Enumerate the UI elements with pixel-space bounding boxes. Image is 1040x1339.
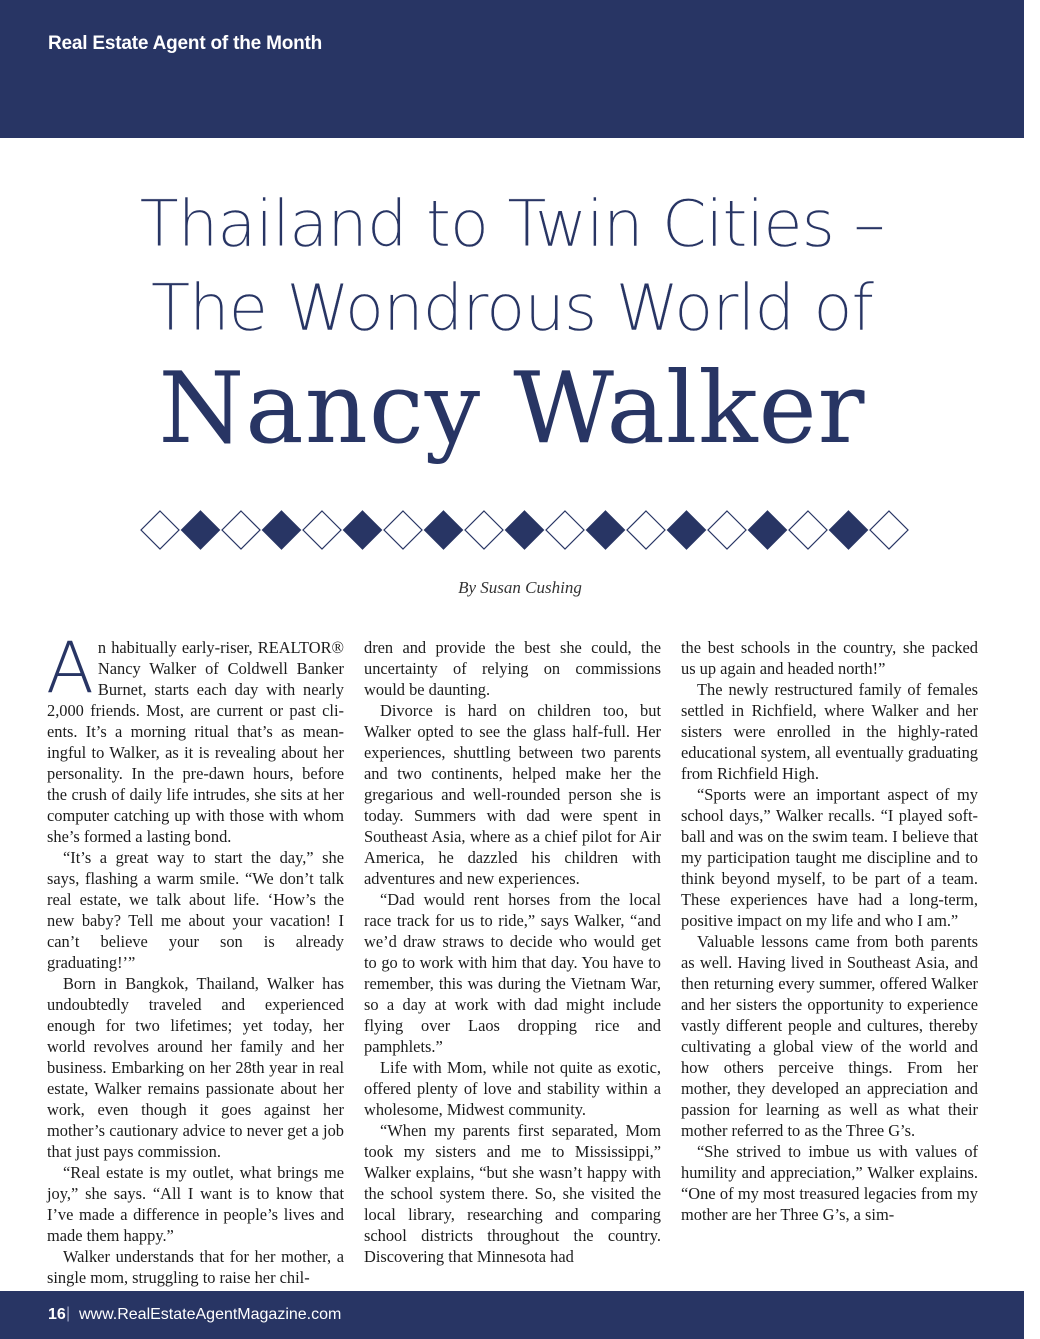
diamond-filled (425, 511, 463, 549)
diamond-filled (263, 511, 301, 549)
paragraph: “She strived to imbue us with values of humility and appreciation,” Walker explains. “One of my most treasured legacies from my mother are her Three G’s, a sim- (681, 1142, 978, 1224)
diamond-outline (222, 511, 260, 549)
paragraph: The newly restructured family of females settled in Richfield, where Walker and her sisters were enrolled in the highly-rated educational system, all eventually graduating from Richfield High. (681, 680, 978, 783)
diamond-filled (587, 511, 625, 549)
diamond-filled (830, 511, 868, 549)
diamond-filled (182, 511, 220, 549)
dropcap: A (46, 627, 94, 709)
diamond-filled (749, 511, 787, 549)
paragraph: “It’s a great way to start the day,” she says, flashing a warm smile. “We don’t talk real estate, we talk about life. ‘How’s the new baby? Tell me about your vacation! I can’t believe your son is already graduating!’” (47, 848, 344, 972)
article-column-1 (46, 627, 344, 1287)
diamond-outline (384, 511, 422, 549)
paragraph: “Real estate is my outlet, what brings me joy,” she says. “All I want is to know that I’ve made a difference in people’s lives and made them happy.” (47, 1163, 344, 1245)
paragraph: the best schools in the country, she packed us up again and headed north!” (681, 638, 978, 678)
article-column-2 (364, 637, 661, 1269)
paragraph: “Dad would rent horses from the local race track for us to ride,” says Walker, “and we’d draw straws to decide who would get to go to work with him that day. You have to remember, this was during the Vietnam War, so a day at work with dad might include flying over Laos dropping rice and pamphlets.” (364, 890, 661, 1056)
headline-line-2: The Wondrous World of (151, 272, 873, 346)
website-link[interactable]: www.RealEstateAgentMagazine.com (79, 1306, 342, 1323)
section-label: Real Estate Agent of the Month (48, 33, 323, 54)
diamond-outline (141, 511, 179, 549)
header-bar (0, 0, 1024, 138)
diamond-filled (344, 511, 382, 549)
paragraph: Valuable lessons came from both parents as well. Having lived in Southeast Asia, and then returning every summer, offered Walker and her sisters the opportunity to experience vastly different people and cultures, thereby cultivating a global view of the world and how others perceive things. From her mother, they developed an appreciation and passion for learning as well as what their mother referred to as the Three G’s. (681, 932, 978, 1140)
paragraph: Walker understands that for her mother, a single mom, struggling to raise her chil- (47, 1247, 344, 1287)
page-number: 16 (48, 1306, 66, 1323)
paragraph: Born in Bangkok, Thailand, Walker has undoubtedly traveled and experienced enough for two lifetimes; yet today, her world revolves around her family and her business. Embarking on her 28th year in real estate, Walker remains passionate about her work, even though it goes against her mother’s cautionary advice to never get a job that just pays commission. (47, 974, 344, 1161)
paragraph: “Sports were an important aspect of my school days,” Walker recalls. “I played softball and was on the swim team. I believe that my participation taught me discipline and to think beyond myself, to be part of a team. These experiences have had a long-term, positive impact on my life and who I am.” (681, 785, 978, 930)
footer-bar (0, 1291, 1024, 1339)
footer-separator: | (66, 1305, 71, 1322)
diamond-outline (789, 511, 827, 549)
paragraph: “When my parents first separated, Mom took my sisters and me to Mississippi,” Walker explains, “but she wasn’t happy with the school system there. So, she visited the local library, researching and comparing school districts throughout the country. Discovering that Minnesota had (364, 1121, 661, 1266)
paragraph: Life with Mom, while not quite as exotic, offered plenty of love and stability within a wholesome, Midwest community. (364, 1058, 661, 1119)
diamond-outline (870, 511, 908, 549)
headline-name: Nancy Walker (158, 352, 866, 466)
diamond-outline (465, 511, 503, 549)
diamond-divider (140, 508, 880, 552)
headline-line-1: Thailand to Twin Cities – (139, 188, 885, 262)
article-column-3 (681, 637, 978, 1269)
paragraph: Divorce is hard on children too, but Walker opted to see the glass half-full. Her experiences, shuttling between two parents and two continents, helped make her the gregarious and well-rounded person she is today. Summers with dad were spent in Southeast Asia, where as a chief pilot for Air America, he dazzled his children with adventures and new experiences. (364, 701, 661, 888)
byline: By Susan Cushing (458, 578, 582, 597)
diamond-filled (506, 511, 544, 549)
paragraph: dren and provide the best she could, the uncertainty of relying on commissions would be daunting. (364, 638, 661, 699)
diamond-filled (668, 511, 706, 549)
diamond-outline (303, 511, 341, 549)
paragraph (46, 627, 344, 847)
diamond-outline (546, 511, 584, 549)
diamond-outline (627, 511, 665, 549)
diamond-outline (708, 511, 746, 549)
paragraph-text: n habitually early-riser, REALTOR® Nancy Walker of Coldwell Banker Burnet, starts each day with nearly 2,000 friends. Most, are current or past clients. It’s a morning ritual that’s as meaningful to Walker, as it is revealing about her personality. In the pre-dawn hours, before the crush of daily life intrudes, she sits at her computer catching up with those with whom she’s formed a lasting bond. (47, 638, 344, 846)
